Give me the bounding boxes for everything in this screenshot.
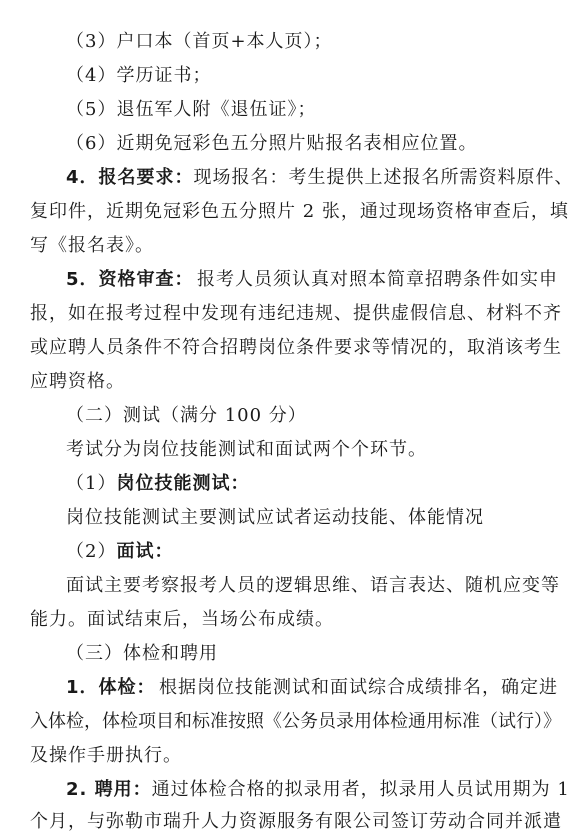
section-heading: （二）测试（满分 100 分） (66, 405, 307, 426)
subsection-heading (66, 472, 249, 496)
list-item: （6）近期免冠彩色五分照片贴报名表相应位置。 (66, 133, 478, 154)
paragraph-line: 应聘资格。 (30, 371, 125, 392)
section-heading: （三）体检和聘用 (66, 643, 218, 664)
paragraph-line: 报，如在报考过程中发现有违纪违规、提供虚假信息、材料不齐 (30, 303, 562, 324)
paragraph-line: 能力。面试结束后，当场公布成绩。 (30, 609, 334, 630)
list-item: （4）学历证书； (66, 65, 212, 86)
subsection-label: 岗位技能测试： (116, 473, 250, 494)
paragraph-line (66, 778, 570, 802)
subsection-prefix: （2） (66, 541, 117, 562)
subsection-prefix: （1） (66, 473, 117, 494)
section-label: 1．体检： (66, 677, 156, 698)
paragraph-line: 及操作手册执行。 (30, 745, 182, 766)
body-text: 通过体检合格的拟录用者，拟录用人员试用期为 1 (151, 779, 570, 800)
paragraph-line (66, 268, 558, 292)
paragraph-line (66, 166, 574, 190)
body-text: 根据岗位技能测试和面试综合成绩排名，确定进 (159, 677, 558, 698)
list-item: （3）户口本（首页+本人页）； (66, 31, 333, 52)
section-label: 5．资格审查： (66, 269, 194, 290)
body-text: 现场报名：考生提供上述报名所需资料原件、 (193, 167, 574, 188)
section-label: 4．报名要求： (66, 167, 194, 188)
paragraph-line: 个月，与弥勒市瑞升人力资源服务有限公司签订劳动合同并派遣 (30, 811, 562, 832)
paragraph-line: 入体检，体检项目和标准按照《公务员录用体检通用标准（试行）》 (30, 711, 561, 732)
body-text: 报考人员须认真对照本简章招聘条件如实申 (197, 269, 558, 290)
paragraph-line: 或应聘人员条件不符合招聘岗位条件要求等情况的，取消该考生 (30, 337, 562, 358)
subsection-heading (66, 540, 173, 564)
paragraph-line: 复印件，近期免冠彩色五分照片 2 张，通过现场资格审查后，填 (30, 201, 569, 222)
paragraph-line: 考试分为岗位技能测试和面试两个个环节。 (66, 439, 427, 460)
subsection-label: 面试： (116, 541, 174, 562)
section-label: 2. 聘用： (66, 779, 152, 800)
paragraph-line: 岗位技能测试主要测试应试者运动技能、体能情况 (66, 507, 484, 528)
paragraph-line: 面试主要考察报考人员的逻辑思维、语言表达、随机应变等 (66, 575, 560, 596)
paragraph-line (66, 676, 558, 700)
paragraph-line: 写《报名表》。 (30, 235, 154, 256)
list-item: （5）退伍军人附《退伍证》； (66, 99, 317, 120)
